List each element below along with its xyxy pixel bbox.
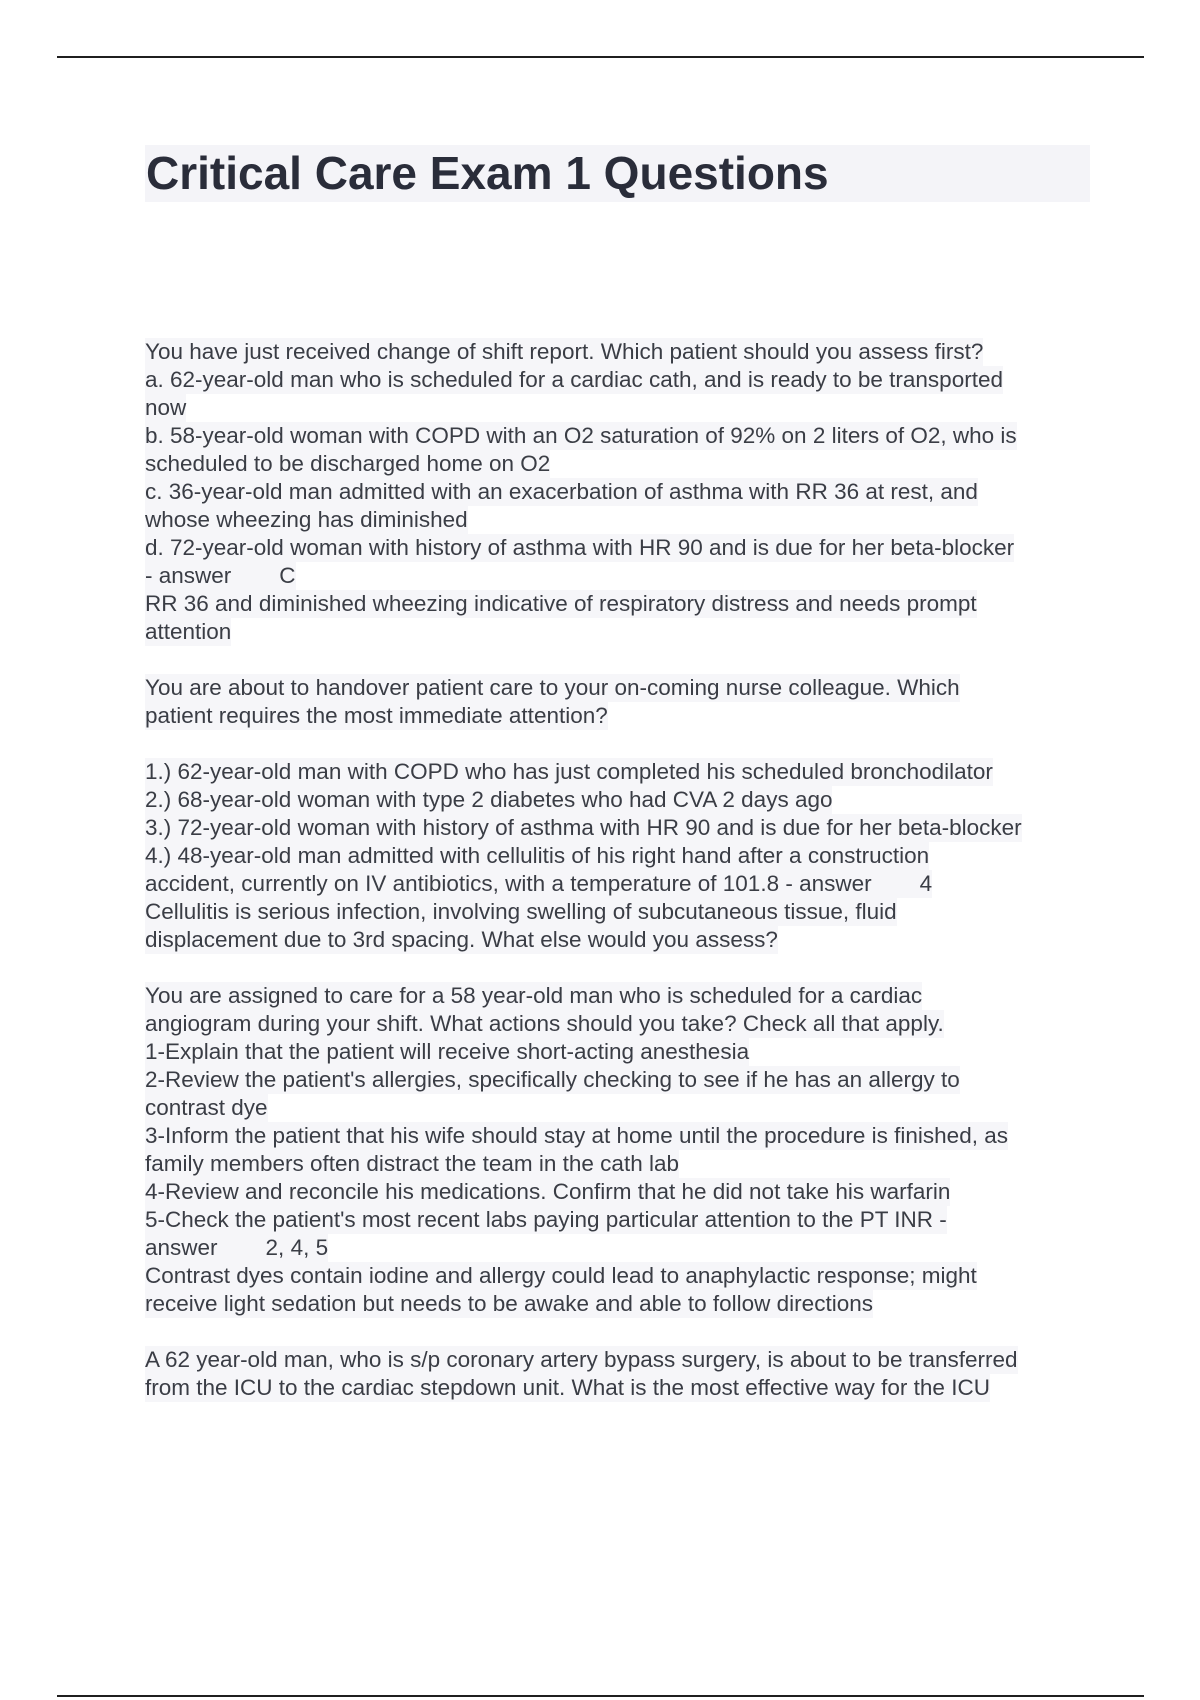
question-block-1 [145,338,1090,646]
answer-value: 2, 4, 5 [265,1235,329,1260]
option-line: a. 62-year-old man who is scheduled for a cardiac cath, and is ready to be transported [145,367,1003,392]
answer-line [145,870,932,898]
question-text: angiogram during your shift. What actions should you take? Check all that apply. [145,1011,944,1036]
explanation-line: displacement due to 3rd spacing. What else would you assess? [145,927,778,952]
option-line: 5-Check the patient's most recent labs paying particular attention to the PT INR - [145,1207,947,1232]
option-line: b. 58-year-old woman with COPD with an O2 saturation of 92% on 2 liters of O2, who is [145,423,1017,448]
option-line: family members often distract the team in the cath lab [145,1151,679,1176]
answer-label: - answer [145,563,232,588]
question-text: patient requires the most immediate attention? [145,703,608,728]
explanation-line: Cellulitis is serious infection, involving swelling of subcutaneous tissue, fluid [145,899,897,924]
option-line: contrast dye [145,1095,268,1120]
question-block-3 [145,982,1090,1318]
answer-line [145,1234,328,1262]
question-text: You are about to handover patient care to your on-coming nurse colleague. Which [145,675,960,700]
answer-value: C [279,563,296,588]
option-line: c. 36-year-old man admitted with an exacerbation of asthma with RR 36 at rest, and [145,479,978,504]
answer-value: 4 [919,871,933,896]
document-body [145,338,1090,1430]
option-line: whose wheezing has diminished [145,507,468,532]
question-text: You have just received change of shift report. Which patient should you assess first? [145,339,984,364]
option-line: 3-Inform the patient that his wife should stay at home until the procedure is finished, as [145,1123,1008,1148]
page-title: Critical Care Exam 1 Questions [146,147,829,199]
option-line: scheduled to be discharged home on O2 [145,451,551,476]
question-text: A 62 year-old man, who is s/p coronary artery bypass surgery, is about to be transferred [145,1347,1018,1372]
option-line: 4.) 48-year-old man admitted with cellulitis of his right hand after a construction [145,843,930,868]
answer-label: accident, currently on IV antibiotics, with a temperature of 101.8 - answer [145,871,872,896]
option-line: 4-Review and reconcile his medications. Confirm that he did not take his warfarin [145,1179,951,1204]
option-line: d. 72-year-old woman with history of asthma with HR 90 and is due for her beta-blocker [145,535,1015,560]
option-line: 2.) 68-year-old woman with type 2 diabetes who had CVA 2 days ago [145,787,833,812]
option-line: 2-Review the patient's allergies, specifically checking to see if he has an allergy to [145,1067,960,1092]
footer-rule [57,1695,1144,1697]
header-rule [57,56,1144,58]
option-line: now [145,395,187,420]
option-line: 1.) 62-year-old man with COPD who has just completed his scheduled bronchodilator [145,759,993,784]
explanation-line: Contrast dyes contain iodine and allergy could lead to anaphylactic response; might [145,1263,977,1288]
question-block-4 [145,1346,1090,1402]
question-block-2 [145,674,1090,954]
option-line: 1-Explain that the patient will receive short-acting anesthesia [145,1039,750,1064]
explanation-line: attention [145,619,232,644]
question-text: You are assigned to care for a 58 year-old man who is scheduled for a cardiac [145,983,923,1008]
explanation-line: receive light sedation but needs to be awake and able to follow directions [145,1291,873,1316]
explanation-line: RR 36 and diminished wheezing indicative of respiratory distress and needs prompt [145,591,977,616]
answer-label: answer [145,1235,218,1260]
question-text: from the ICU to the cardiac stepdown unit. What is the most effective way for the ICU [145,1375,990,1400]
answer-line [145,562,296,590]
option-line: 3.) 72-year-old woman with history of asthma with HR 90 and is due for her beta-blocker [145,815,1022,840]
